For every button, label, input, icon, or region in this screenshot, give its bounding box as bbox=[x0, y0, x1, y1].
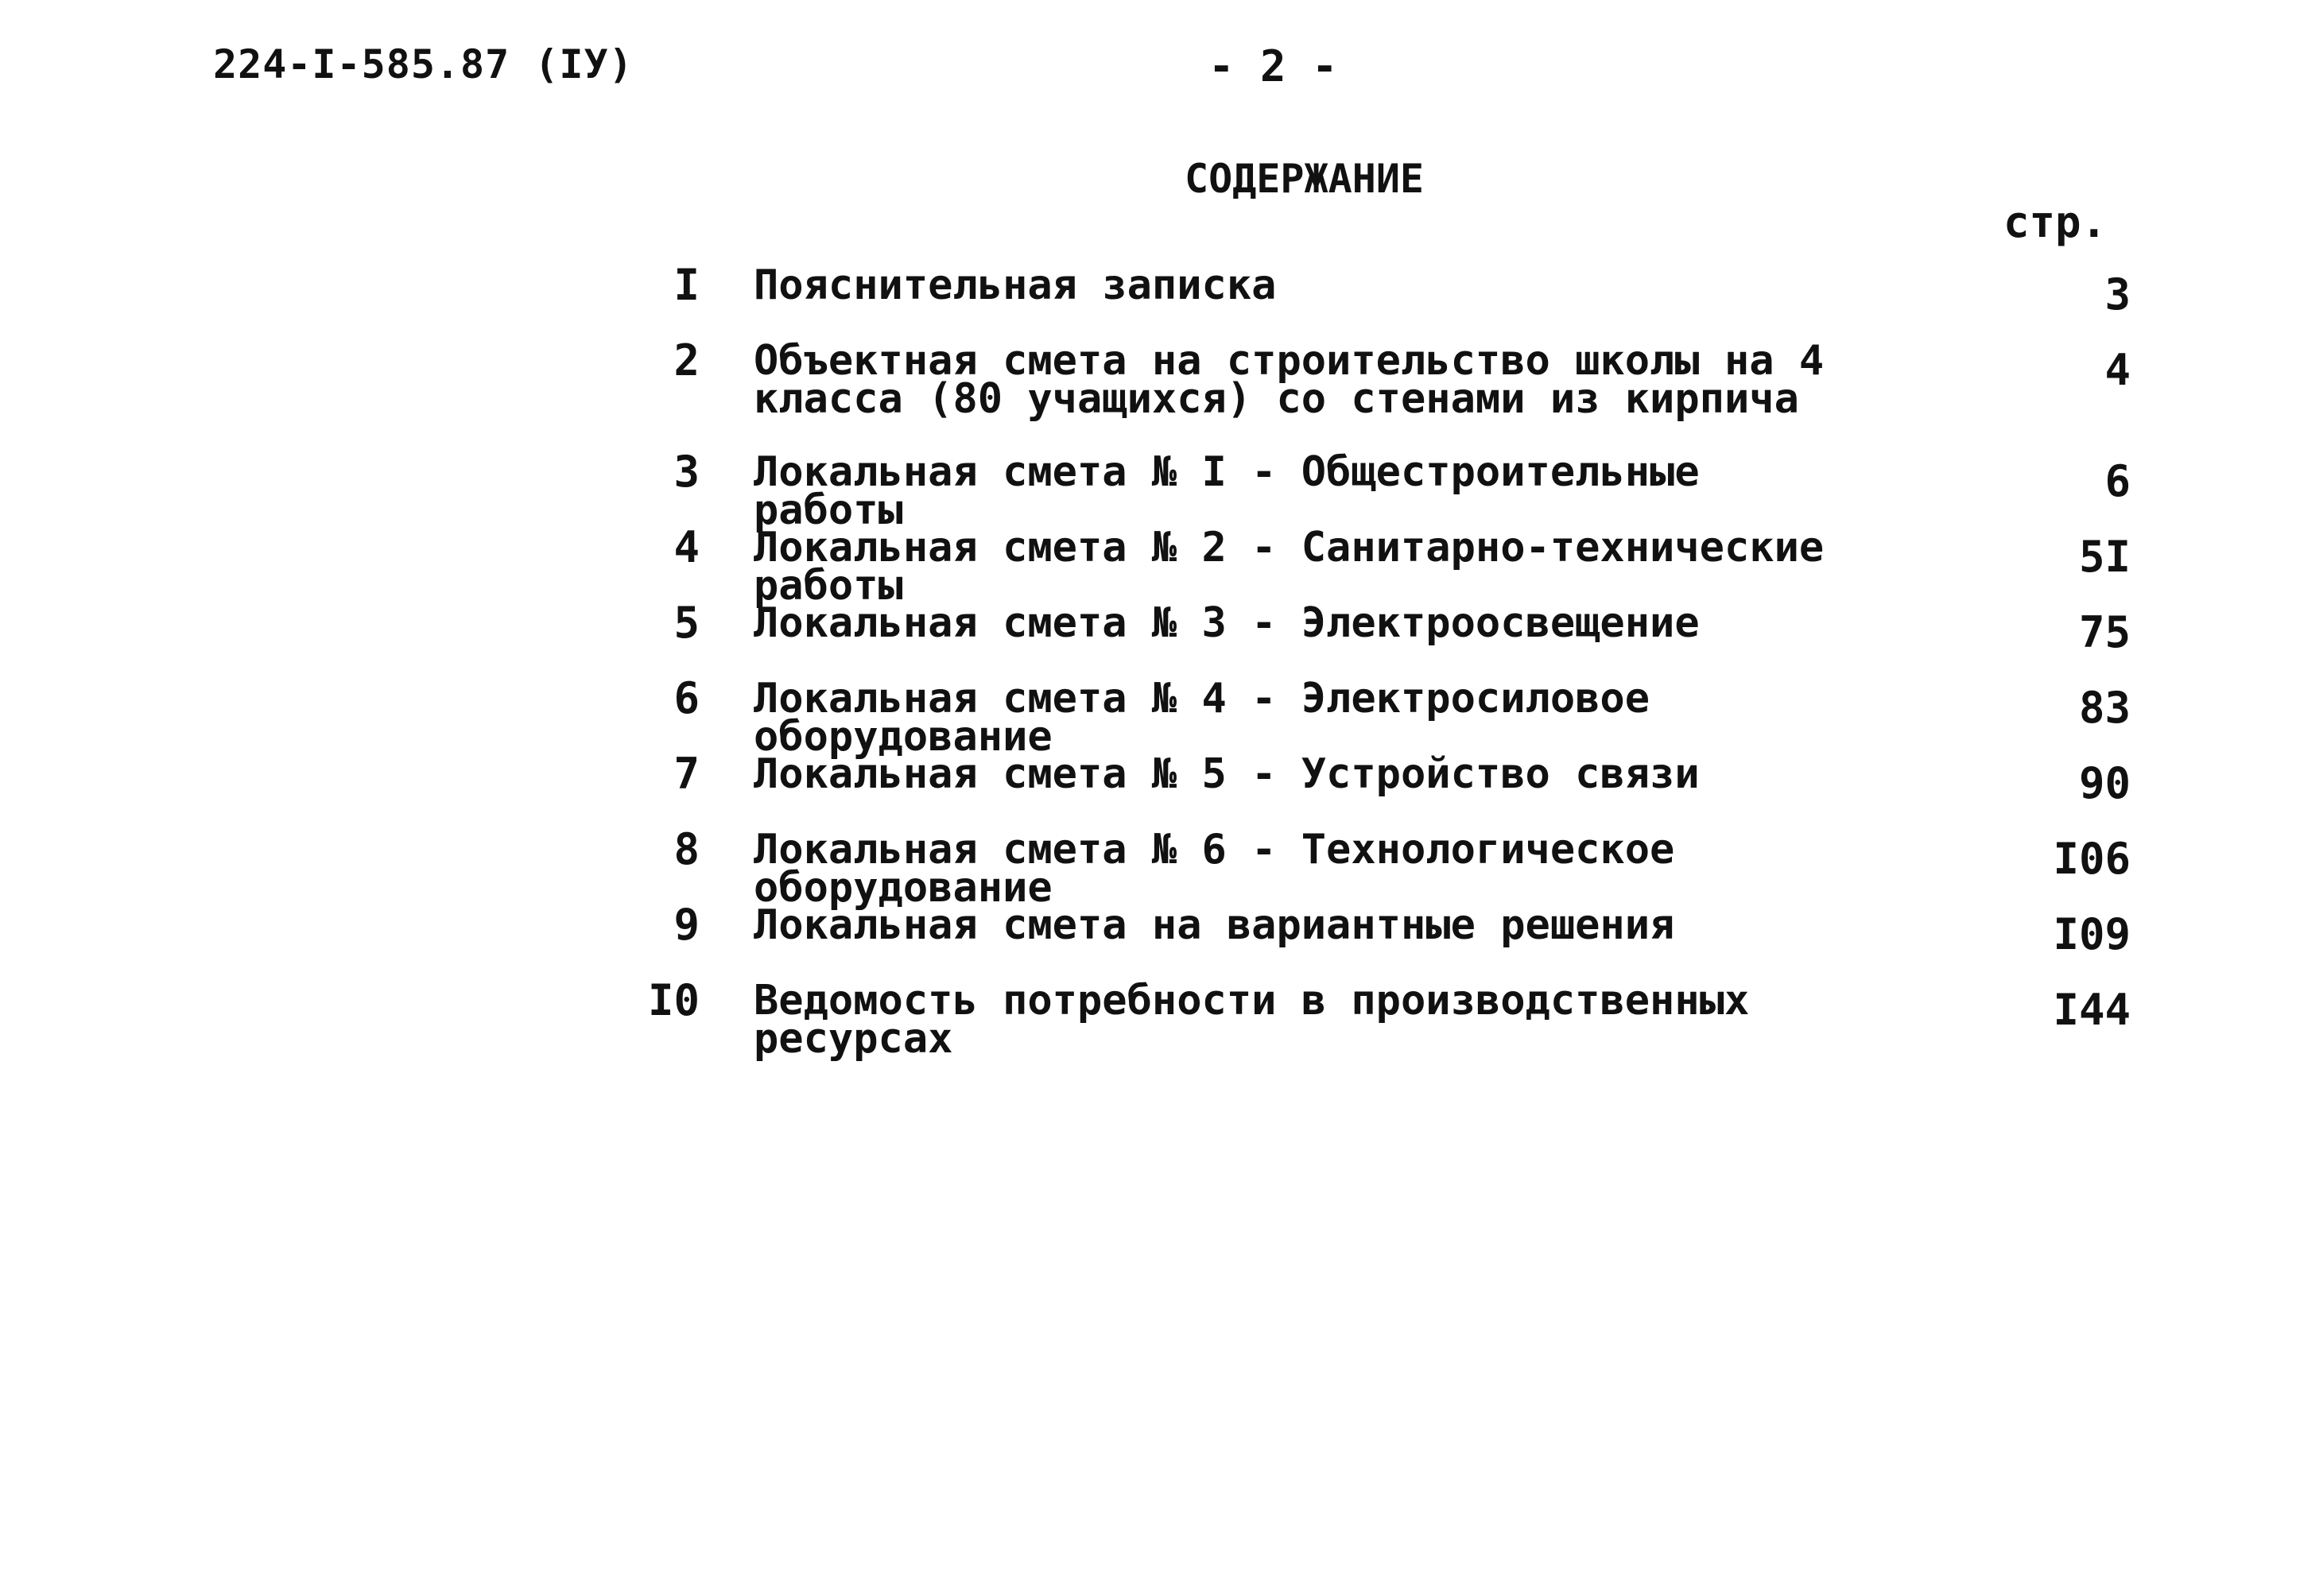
toc-item-page: 75 bbox=[2078, 607, 2131, 657]
document-code: 224-I-585.87 (IУ) bbox=[213, 41, 634, 87]
toc-item-number: 3 bbox=[673, 447, 700, 497]
toc-item-number: 5 bbox=[673, 598, 700, 648]
toc-item-page: 5I bbox=[2078, 532, 2131, 582]
toc-item-page: 4 bbox=[2104, 345, 2131, 395]
toc-item-title: Локальная смета № I - Общестроительные работы bbox=[754, 448, 1700, 534]
toc-item-title: Локальная смета № 5 - Устройство связи bbox=[754, 750, 1700, 798]
toc-item-title: Локальная смета № 3 - Электроосвещение bbox=[754, 599, 1700, 647]
toc-item-number: 8 bbox=[673, 824, 700, 874]
toc-item-title: Локальная смета № 6 - Технологическое оборудование bbox=[754, 826, 1675, 912]
toc-item-page: I06 bbox=[2053, 834, 2131, 884]
table-of-contents bbox=[620, 260, 2131, 1063]
toc-item-number: I bbox=[673, 260, 700, 310]
toc-item-title: Ведомость потребности в производственных ресурсах bbox=[754, 977, 1750, 1063]
toc-item-page: 3 bbox=[2104, 269, 2131, 320]
toc-row bbox=[620, 598, 2131, 680]
toc-item-number: 9 bbox=[673, 900, 700, 950]
toc-item-number: I0 bbox=[647, 975, 700, 1025]
page-number: - 2 - bbox=[1208, 41, 1338, 91]
toc-item-number: 6 bbox=[673, 673, 700, 723]
toc-title: СОДЕРЖАНИЕ bbox=[1185, 156, 1425, 202]
toc-item-page: I44 bbox=[2053, 985, 2131, 1035]
toc-row bbox=[620, 522, 2131, 610]
toc-item-page: 6 bbox=[2104, 456, 2131, 506]
toc-row bbox=[620, 260, 2131, 342]
toc-item-page: 83 bbox=[2078, 683, 2131, 733]
toc-item-title: Локальная смета № 4 - Электросиловое оборудование bbox=[754, 675, 1650, 761]
toc-item-title: Локальная смета № 2 - Санитарно-технические работы bbox=[754, 524, 1825, 610]
toc-row bbox=[620, 749, 2131, 831]
toc-row bbox=[620, 975, 2131, 1063]
page-column-header: стр. bbox=[2003, 197, 2108, 247]
toc-item-number: 4 bbox=[673, 522, 700, 572]
toc-row bbox=[620, 673, 2131, 761]
toc-item-page: I09 bbox=[2053, 909, 2131, 959]
toc-row bbox=[620, 335, 2131, 453]
toc-row bbox=[620, 824, 2131, 912]
toc-item-title: Локальная смета на вариантные решения bbox=[754, 901, 1675, 949]
toc-item-title: Объектная смета на строительство школы на 4 класса (80 учащихся) со стенами из кирпича bbox=[754, 337, 1825, 423]
toc-item-number: 2 bbox=[673, 335, 700, 385]
toc-item-page: 90 bbox=[2078, 758, 2131, 808]
toc-item-title: Пояснительная записка bbox=[754, 261, 1277, 309]
toc-item-number: 7 bbox=[673, 749, 700, 799]
toc-row bbox=[620, 447, 2131, 534]
toc-row bbox=[620, 900, 2131, 982]
